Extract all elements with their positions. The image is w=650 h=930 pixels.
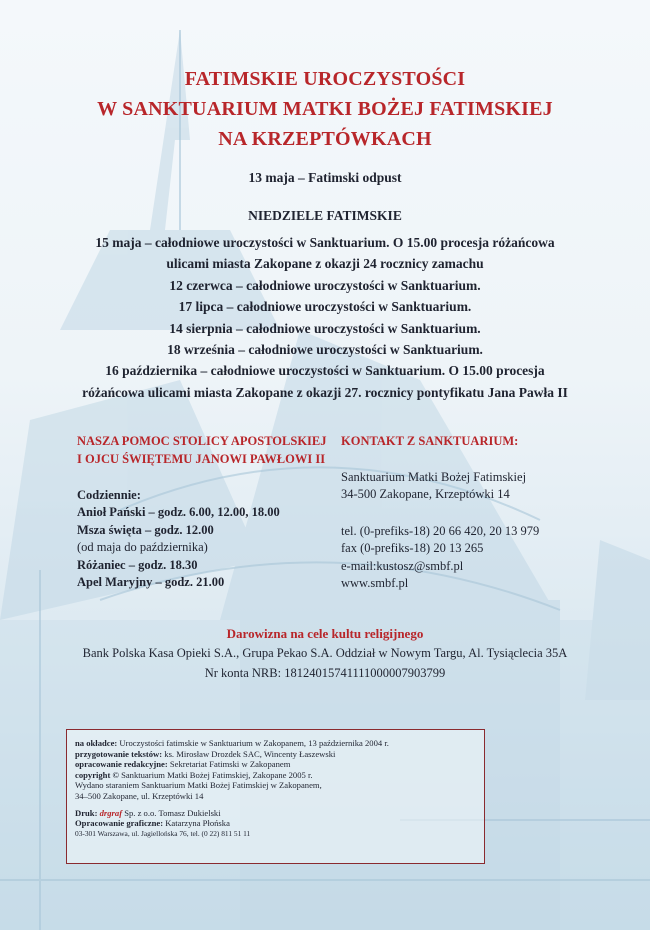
support-heading-line-2: I OJCU ŚWIĘTEMU JANOWI PAWŁOWI II xyxy=(77,452,326,466)
feast-date: 13 maja – Fatimski odpust xyxy=(248,170,402,185)
contact-email: e-mail:kustosz@smbf.pl xyxy=(341,558,464,573)
page-title xyxy=(0,64,650,154)
donation-heading: Darowizna na cele kultu religijnego xyxy=(226,626,424,641)
contact-section xyxy=(341,432,539,592)
support-heading-line-1: NASZA POMOC STOLICY APOSTOLSKIEJ xyxy=(77,434,327,448)
imprint-line: copyright © Sanktuarium Matki Bożej Fatimskiej, Zakopane 2005 r. xyxy=(75,769,313,780)
contact-fax: fax (0-prefiks-18) 20 13 265 xyxy=(341,541,484,556)
schedule-line: 16 października – całodniowe uroczystości w Sanktuarium. O 15.00 procesja xyxy=(105,363,545,379)
imprint-line: opracowanie redakcyjne: Sekretariat Fatimski w Zakopanem xyxy=(75,759,291,770)
schedule-line: 12 czerwca – całodniowe uroczystości w Sanktuarium. xyxy=(169,277,481,293)
schedule-line: 17 lipca – całodniowe uroczystości w Sanktuarium. xyxy=(178,299,472,315)
bank-info: Bank Polska Kasa Opieki S.A., Grupa Pekao S.A. Oddział w Nowym Targu, Al. Tysiąclecia 35A xyxy=(82,646,568,660)
title-line-2: W SANKTUARIUM MATKI BOŻEJ FATIMSKIEJ xyxy=(97,98,553,120)
schedule-line: 15 maja – całodniowe uroczystości w Sanktuarium. O 15.00 procesja różańcowa xyxy=(95,235,555,250)
imprint-line: Druk: drgraf Sp. z o.o. Tomasz Dukielski xyxy=(75,807,221,818)
title-line-3: NA KRZEPTÓWKACH xyxy=(218,128,432,150)
contact-heading: KONTAKT Z SANKTUARIUM: xyxy=(341,434,519,448)
contact-address: 34-500 Zakopane, Krzeptówki 14 xyxy=(341,487,510,502)
daily-item: Apel Maryjny – godz. 21.00 xyxy=(77,575,225,590)
schedule-line: różańcowa ulicami miasta Zakopane z okazji 27. rocznicy pontyfikatu Jana Pawła II xyxy=(82,384,568,400)
imprint-line: przygotowanie tekstów: ks. Mirosław Drozdek SAC, Wincenty Łaszewski xyxy=(75,748,336,759)
donation-section xyxy=(0,625,650,683)
sundays-schedule xyxy=(0,232,650,403)
daily-item: Msza święta – godz. 12.00 xyxy=(77,522,214,537)
contact-website: www.smbf.pl xyxy=(341,576,409,591)
sundays-heading: NIEDZIELE FATIMSKIE xyxy=(248,208,402,223)
support-section xyxy=(77,432,327,591)
imprint-box xyxy=(66,729,485,864)
schedule-line: 18 września – całodniowe uroczystości w Sanktuarium. xyxy=(167,342,483,358)
title-line-1: FATIMSKIE UROCZYSTOŚCI xyxy=(184,68,466,90)
imprint-line: 34–500 Zakopane, ul. Krzeptówki 14 xyxy=(75,790,204,801)
contact-phone: tel. (0-prefiks-18) 20 66 420, 20 13 979 xyxy=(341,523,540,538)
schedule-line: 14 sierpnia – całodniowe uroczystości w Sanktuarium. xyxy=(169,320,481,336)
imprint-line: Opracowanie graficzne: Katarzyna Płońska xyxy=(75,818,230,829)
daily-label: Codziennie: xyxy=(77,488,141,502)
daily-item: Różaniec – godz. 18.30 xyxy=(77,557,198,572)
schedule-line: ulicami miasta Zakopane z okazji 24 rocznicy zamachu xyxy=(166,256,484,272)
imprint-line: Wydano staraniem Sanktuarium Matki Bożej Fatimskiej w Zakopanem, xyxy=(75,780,322,791)
imprint-line: 03-301 Warszawa, ul. Jagiellońska 76, tel. (0 22) 811 51 11 xyxy=(75,828,251,838)
account-number: Nr konta NRB: 18124015741111000007903799 xyxy=(204,666,446,680)
contact-name: Sanktuarium Matki Bożej Fatimskiej xyxy=(341,470,527,484)
daily-item: (od maja do października) xyxy=(77,540,208,555)
imprint-line: na okładce: Uroczystości fatimskie w Sanktuarium w Zakopanem, 13 października 2004 r. xyxy=(75,738,389,748)
daily-item: Anioł Pański – godz. 6.00, 12.00, 18.00 xyxy=(77,505,280,520)
